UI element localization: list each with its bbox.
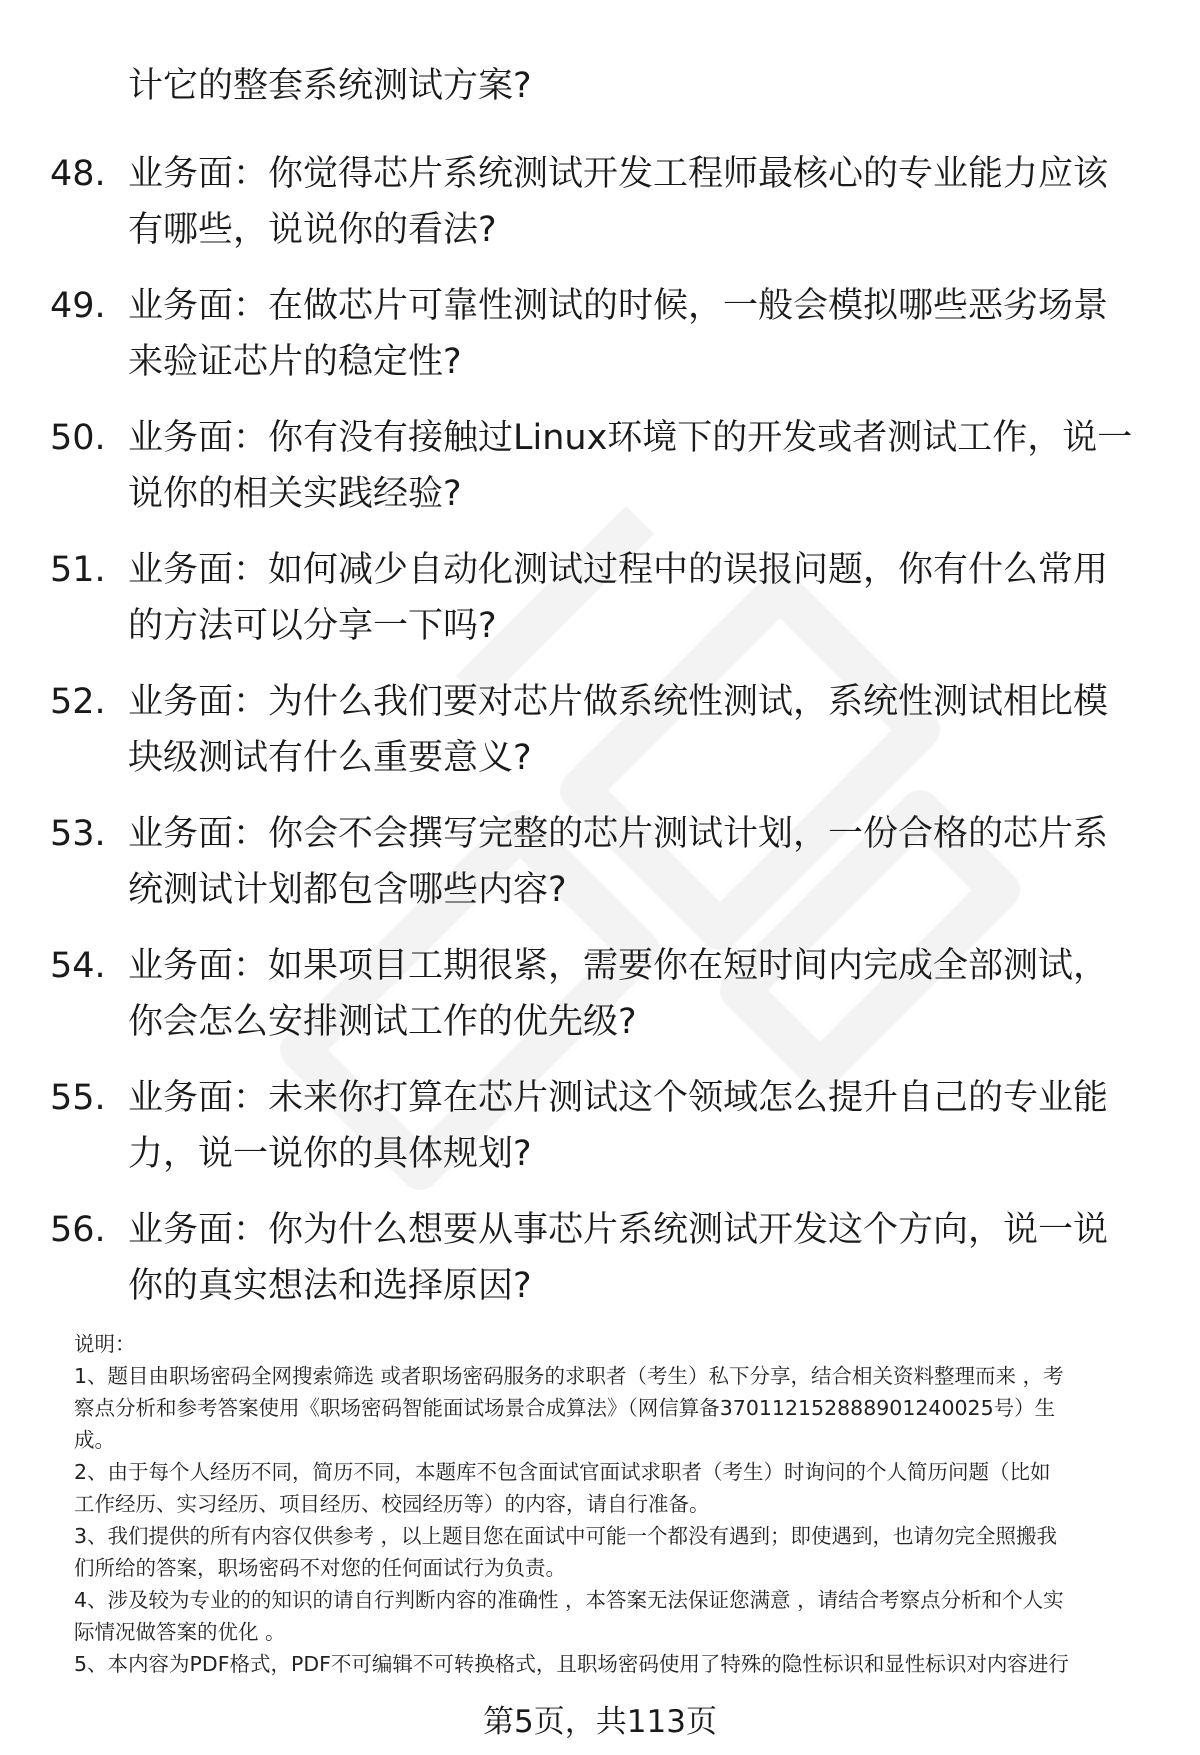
- question-text-line: 业务面：在做芯片可靠性测试的时候，一般会模拟哪些恶劣场景: [128, 286, 1109, 326]
- question-text: [128, 410, 1138, 522]
- note-line: 1、题目由职场密码全网搜索筛选 或者职场密码服务的求职者（考生）私下分享，结合相关资料整理而来 ，考: [74, 1364, 1064, 1388]
- notes-heading: 说明：: [74, 1332, 136, 1356]
- question-text: [128, 806, 1138, 918]
- question-text: [128, 674, 1138, 786]
- question-number: 49.: [50, 286, 106, 326]
- question-text-line: 块级测试有什么重要意义?: [128, 738, 532, 778]
- question-item: [0, 1070, 1200, 1202]
- question-text-line: 业务面：为什么我们要对芯片做系统性测试，系统性测试相比模: [128, 682, 1109, 722]
- question-text: [128, 1070, 1138, 1182]
- question-number: 56.: [50, 1210, 106, 1250]
- note-line: 2、由于每个人经历不同，简历不同，本题库不包含面试官面试求职者（考生）时询问的个人简历问题（比如: [74, 1460, 1051, 1484]
- note-line: 察点分析和参考答案使用《职场密码智能面试场景合成算法》（网信算备370112152888901240025号）生: [74, 1396, 1056, 1420]
- question-number: 53.: [50, 814, 106, 854]
- note-line: 5、本内容为PDF格式，PDF不可编辑不可转换格式，且职场密码使用了特殊的隐性标识和显性标识对内容进行: [74, 1652, 1069, 1676]
- question-text-line: 业务面：你会不会撰写完整的芯片测试计划，一份合格的芯片系: [128, 814, 1109, 854]
- question-item: [0, 806, 1200, 938]
- question-number: 48.: [50, 154, 106, 194]
- question-number: 51.: [50, 550, 106, 590]
- question-text-line: 的方法可以分享一下吗?: [128, 606, 497, 646]
- question-text-line: 你会怎么安排测试工作的优先级?: [128, 1002, 637, 1042]
- question-number: 55.: [50, 1078, 106, 1118]
- note-line: 工作经历、实习经历、项目经历、校园经历等）的内容，请自行准备。: [74, 1492, 710, 1516]
- question-text-line: 业务面：你觉得芯片系统测试开发工程师最核心的专业能力应该: [128, 154, 1109, 194]
- question-item: [0, 278, 1200, 410]
- question-text-line: 你的真实想法和选择原因?: [128, 1266, 532, 1306]
- question-number: 52.: [50, 682, 106, 722]
- question-text-line: 说你的相关实践经验?: [128, 474, 462, 514]
- question-item: [0, 146, 1200, 278]
- question-list: [0, 146, 1200, 1334]
- question-text: [128, 542, 1138, 654]
- question-text-line: 业务面：如何减少自动化测试过程中的误报问题，你有什么常用: [128, 550, 1109, 590]
- question-text-line: 有哪些，说说你的看法?: [128, 210, 497, 250]
- question-text-line: 业务面：你为什么想要从事芯片系统测试开发这个方向，说一说: [128, 1210, 1109, 1250]
- note-line: 成。: [74, 1428, 115, 1452]
- question-item: [0, 542, 1200, 674]
- note-line: 们所给的答案，职场密码不对您的任何面试行为负责。: [74, 1556, 566, 1580]
- question-item: [0, 410, 1200, 542]
- note-line: 际情况做答案的优化 。: [74, 1620, 286, 1644]
- question-text-line: 业务面：你有没有接触过Linux环境下的开发或者测试工作，说一: [128, 418, 1133, 458]
- question-item: [0, 1202, 1200, 1334]
- question-text-line: 业务面：如果项目工期很紧，需要你在短时间内完成全部测试，: [128, 946, 1109, 986]
- note-line: 3、我们提供的所有内容仅供参考 ，以上题目您在面试中可能一个都没有遇到；即使遇到，也请勿完全照搬我: [74, 1524, 1058, 1548]
- question-text-line: 来验证芯片的稳定性?: [128, 342, 462, 382]
- continuation-line: 计它的整套系统测试方案?: [128, 66, 532, 106]
- question-text-line: 业务面：未来你打算在芯片测试这个领域怎么提升自己的专业能: [128, 1078, 1109, 1118]
- question-text: [128, 938, 1138, 1050]
- note-line: 4、涉及较为专业的的知识的请自行判断内容的准确性 ，本答案无法保证您满意 ，请结合考察点分析和个人实: [74, 1588, 1064, 1612]
- question-number: 54.: [50, 946, 106, 986]
- question-text: [128, 146, 1138, 258]
- question-text: [128, 278, 1138, 390]
- question-item: [0, 674, 1200, 806]
- question-text-line: 力，说一说你的具体规划?: [128, 1134, 532, 1174]
- question-text: [128, 1202, 1138, 1314]
- question-text-line: 统测试计划都包含哪些内容?: [128, 870, 567, 910]
- question-number: 50.: [50, 418, 106, 458]
- notes-section: [74, 1328, 1164, 1680]
- page-footer: 第5页，共113页: [483, 1704, 717, 1740]
- question-item: [0, 938, 1200, 1070]
